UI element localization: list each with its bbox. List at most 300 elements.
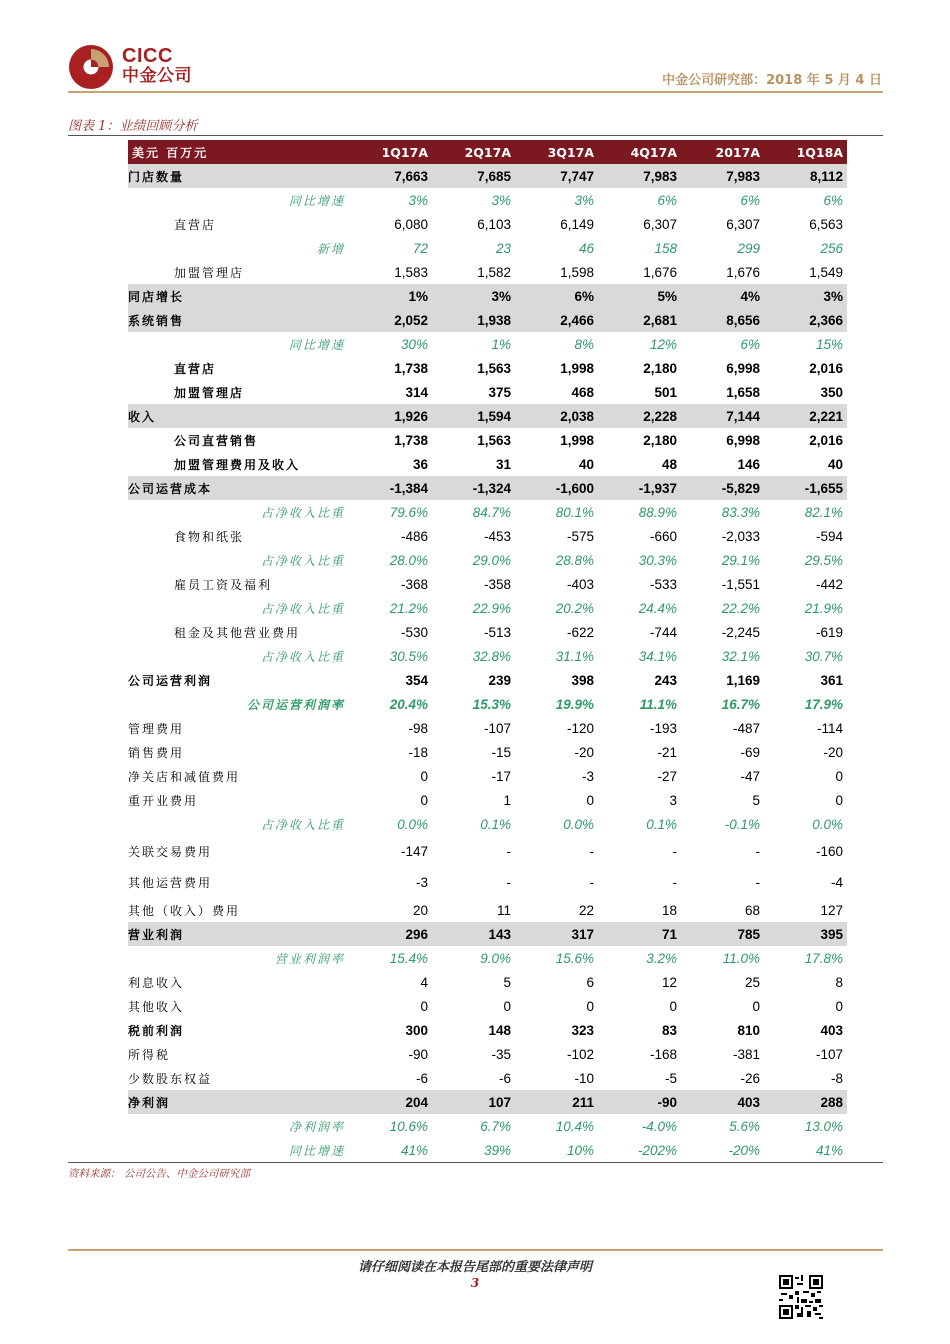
cell-value: 36 [412, 456, 428, 472]
cell-value: -20 [574, 744, 594, 760]
cell-value: 143 [432, 922, 515, 946]
cell-value: 22.9% [472, 600, 511, 616]
row-label: 公司直营销售 [174, 433, 259, 448]
cell-value: -90 [598, 1090, 681, 1114]
cell-value: 6,307 [643, 216, 677, 232]
header-period-4q17a: 4Q17A [598, 140, 681, 164]
cell-value: 84.7% [472, 504, 511, 520]
cell-value: 0.1% [480, 816, 511, 832]
cell-value: 0.1% [646, 816, 677, 832]
row-label: 同比增速 [288, 337, 345, 352]
cell-value: 0 [835, 998, 843, 1014]
table-row [128, 994, 847, 1018]
cell-value: -107 [815, 1046, 843, 1062]
cell-value: -5,829 [681, 476, 764, 500]
cell-value: -4 [830, 875, 843, 890]
table-row [128, 620, 847, 644]
row-label: 加盟管理店 [174, 385, 245, 400]
cell-value: 15.3% [472, 696, 511, 712]
cell-value: 30% [400, 336, 428, 352]
cell-value: 7,747 [515, 164, 598, 188]
cell-value: 3% [764, 284, 847, 308]
cell-value: 41% [400, 1142, 428, 1158]
table-row [128, 1114, 847, 1138]
table-row [128, 476, 847, 500]
cell-value: -622 [566, 624, 594, 640]
row-label: 新增 [316, 241, 345, 256]
cell-value: 1,738 [394, 360, 428, 376]
cell-value: -193 [649, 720, 677, 736]
cell-value: 6,998 [726, 360, 760, 376]
cell-value: 398 [571, 672, 594, 688]
cell-value: 1,998 [560, 432, 594, 448]
cell-value: -10 [574, 1070, 594, 1086]
cell-value: 22 [578, 902, 594, 918]
cell-value: -3 [581, 768, 594, 784]
cell-value: -35 [491, 1046, 511, 1062]
cell-value: 1,676 [643, 264, 677, 280]
cell-value: 6,998 [726, 432, 760, 448]
cell-value: 6,307 [726, 216, 760, 232]
row-label: 占净收入比重 [260, 817, 345, 832]
cell-value: 6.7% [480, 1118, 511, 1134]
table-row [128, 1066, 847, 1090]
cell-value: 1,676 [726, 264, 760, 280]
table-row [128, 548, 847, 572]
cell-value: 1,549 [809, 264, 843, 280]
table-row [128, 946, 847, 970]
cell-value: -2,033 [721, 528, 760, 544]
cell-value: -744 [649, 624, 677, 640]
cell-value: 3% [408, 192, 428, 208]
cell-value: 40 [578, 456, 594, 472]
cell-value: -8 [830, 1070, 843, 1086]
cell-value: -98 [408, 720, 428, 736]
cell-value: -107 [483, 720, 511, 736]
cell-value: 20.2% [555, 600, 594, 616]
cell-value: 317 [515, 922, 598, 946]
cell-value: -381 [732, 1046, 760, 1062]
row-label: 占净收入比重 [260, 505, 345, 520]
cell-value: -17 [491, 768, 511, 784]
cell-value: - [506, 875, 511, 890]
logo-text-en: CICC [122, 45, 173, 67]
cell-value: 6 [586, 974, 594, 990]
legal-notice: 请仔细阅读在本报告尾部的重要法律声明 [357, 1260, 592, 1275]
cell-value: -619 [815, 624, 843, 640]
table-row [128, 428, 847, 452]
cell-value: 243 [654, 672, 677, 688]
row-label: 系统销售 [128, 308, 349, 332]
cell-value: 41% [815, 1142, 843, 1158]
cell-value: 15.4% [389, 950, 428, 966]
cell-value: -20 [823, 744, 843, 760]
cell-value: -102 [566, 1046, 594, 1062]
header-date-dept: 中金公司研究部：2018 年 5 月 4 日 [662, 73, 882, 88]
cell-value: -1,384 [349, 476, 432, 500]
cell-value: 20.4% [389, 696, 428, 712]
cell-value: 2,180 [643, 360, 677, 376]
cell-value: 1,582 [477, 264, 511, 280]
cell-value: 2,038 [515, 404, 598, 428]
table-row [128, 500, 847, 524]
cell-value: 88.9% [638, 504, 677, 520]
cell-value: 12 [661, 974, 677, 990]
table-row [128, 788, 847, 812]
cell-value: 9.0% [480, 950, 511, 966]
cell-value: 29.0% [472, 552, 511, 568]
cell-value: 23 [495, 240, 511, 256]
row-label: 占净收入比重 [260, 553, 345, 568]
row-label: 利息收入 [128, 975, 185, 990]
cell-value: -47 [740, 768, 760, 784]
cell-value: -487 [732, 720, 760, 736]
cell-value: -90 [408, 1046, 428, 1062]
cell-value: -513 [483, 624, 511, 640]
cell-value: 83 [661, 1022, 677, 1038]
cell-value: 11 [496, 902, 511, 918]
cicc-logo-icon [68, 44, 114, 90]
cell-value: -26 [740, 1070, 760, 1086]
row-label: 其他收入 [128, 999, 185, 1014]
cell-value: 127 [820, 902, 843, 918]
cell-value: 6,149 [560, 216, 594, 232]
cell-value: 0 [586, 792, 594, 808]
cell-value: 6,103 [477, 216, 511, 232]
cell-value: -358 [483, 576, 511, 592]
table-row [128, 716, 847, 740]
cell-value: 0 [835, 792, 843, 808]
table-row [128, 212, 847, 236]
row-label: 同比增速 [288, 1143, 345, 1158]
cell-value: 5 [503, 974, 511, 990]
cell-value: 13.0% [804, 1118, 843, 1134]
cell-value: 7,144 [681, 404, 764, 428]
cell-value: 46 [578, 240, 594, 256]
cell-value: 299 [737, 240, 760, 256]
row-label: 公司运营利润率 [246, 697, 345, 712]
table-row [128, 284, 847, 308]
table-row [128, 188, 847, 212]
row-label: 管理费用 [128, 721, 185, 736]
table-row [128, 1138, 847, 1162]
page-number: 3 [470, 1276, 480, 1290]
cell-value: 0.0% [812, 816, 843, 832]
cell-value: -69 [740, 744, 760, 760]
table-row [128, 644, 847, 668]
cell-value: 288 [764, 1090, 847, 1114]
cell-value: -1,655 [764, 476, 847, 500]
cell-value: 29.1% [721, 552, 760, 568]
cell-value: - [506, 844, 511, 859]
cell-value: -168 [649, 1046, 677, 1062]
header-period-1q17a: 1Q17A [349, 140, 432, 164]
cell-value: 22.2% [721, 600, 760, 616]
caption-divider [68, 135, 883, 136]
cell-value: 10.6% [389, 1118, 428, 1134]
cell-value: 0 [420, 998, 428, 1014]
cell-value: 403 [681, 1090, 764, 1114]
row-label: 重开业费用 [128, 793, 199, 808]
table-row [128, 668, 847, 692]
cell-value: 204 [349, 1090, 432, 1114]
cell-value: 1 [503, 792, 511, 808]
cell-value: 0 [752, 998, 760, 1014]
cell-value: 1,998 [560, 360, 594, 376]
cell-value: 39% [483, 1142, 511, 1158]
cell-value: -403 [566, 576, 594, 592]
cell-value: -1,324 [432, 476, 515, 500]
cell-value: 16.7% [721, 696, 760, 712]
cell-value: 350 [820, 384, 843, 400]
table-row [128, 404, 847, 428]
cell-value: 11.1% [639, 696, 677, 712]
cell-value: 8% [574, 336, 594, 352]
cell-value: 4% [681, 284, 764, 308]
header-divider [68, 91, 883, 93]
cell-value: - [755, 875, 760, 890]
cell-value: 80.1% [555, 504, 594, 520]
source-note: 资料来源： 公司公告、中金公司研究部 [68, 1168, 250, 1180]
cell-value: 8,112 [764, 164, 847, 188]
table-body [128, 164, 847, 1162]
cell-value: - [755, 844, 760, 859]
cell-value: 146 [737, 456, 760, 472]
cell-value: 40 [827, 456, 843, 472]
cell-value: 5.6% [729, 1118, 760, 1134]
cell-value: 21.9% [804, 600, 843, 616]
cell-value: 2,052 [349, 308, 432, 332]
cell-value: 5 [752, 792, 760, 808]
cell-value: 2,180 [643, 432, 677, 448]
cell-value: 468 [571, 384, 594, 400]
cell-value: -114 [816, 720, 843, 736]
cell-value: 0 [420, 768, 428, 784]
cell-value: 83.3% [721, 504, 760, 520]
table-row [128, 380, 847, 404]
performance-review-table [128, 140, 847, 1162]
cell-value: 1,563 [477, 432, 511, 448]
cell-value: 1,598 [560, 264, 594, 280]
cell-value: 1% [491, 336, 511, 352]
table-row [128, 764, 847, 788]
logo-text-cn: 中金公司 [122, 66, 192, 86]
cell-value: 0 [503, 998, 511, 1014]
table-row [128, 308, 847, 332]
cell-value: 1,583 [394, 264, 428, 280]
cell-value: 20 [412, 902, 428, 918]
cell-value: 72 [412, 240, 428, 256]
cell-value: 2,016 [809, 432, 843, 448]
header-unit-label: 美元 百万元 [128, 140, 349, 164]
cell-value: -5 [664, 1070, 677, 1086]
cell-value: 8,656 [681, 308, 764, 332]
table-row [128, 260, 847, 284]
table-row [128, 356, 847, 380]
cell-value: -4.0% [641, 1118, 677, 1134]
cell-value: -453 [483, 528, 511, 544]
cell-value: 10% [566, 1142, 594, 1158]
header-period-1q18a: 1Q18A [764, 140, 847, 164]
cell-value: -20% [728, 1142, 760, 1158]
cell-value: -6 [498, 1070, 511, 1086]
table-row [128, 524, 847, 548]
cell-value: -486 [400, 528, 428, 544]
table-row [128, 236, 847, 260]
cell-value: - [589, 875, 594, 890]
row-label: 加盟管理费用及收入 [174, 457, 301, 472]
cell-value: 1,594 [432, 404, 515, 428]
cell-value: 11.0% [722, 950, 760, 966]
row-label: 雇员工资及福利 [174, 577, 273, 592]
cell-value: 6% [515, 284, 598, 308]
cell-value: 403 [820, 1022, 843, 1038]
cell-value: 361 [820, 672, 843, 688]
cell-value: 17.8% [804, 950, 843, 966]
row-label: 租金及其他营业费用 [174, 625, 301, 640]
cell-value: 5% [598, 284, 681, 308]
table-row [128, 164, 847, 188]
cell-value: 354 [405, 672, 428, 688]
table-row [128, 740, 847, 764]
cell-value: 375 [488, 384, 511, 400]
cell-value: 256 [820, 240, 843, 256]
table-header-row [128, 140, 847, 164]
cell-value: 12% [649, 336, 677, 352]
cell-value: 30.5% [389, 648, 428, 664]
cell-value: 0 [586, 998, 594, 1014]
cell-value: 3% [574, 192, 594, 208]
table-row [128, 452, 847, 476]
cell-value: -27 [657, 768, 677, 784]
table-row [128, 1018, 847, 1042]
table-row [128, 970, 847, 994]
cell-value: 34.1% [638, 648, 677, 664]
cell-value: 810 [737, 1022, 760, 1038]
cell-value: 2,221 [764, 404, 847, 428]
cell-value: -120 [566, 720, 594, 736]
row-label: 食物和纸张 [174, 529, 245, 544]
qr-code-icon [779, 1275, 823, 1319]
row-label: 营业利润率 [274, 951, 345, 966]
cell-value: 29.5% [804, 552, 843, 568]
cell-value: -2,245 [721, 624, 760, 640]
table-bottom-divider [68, 1162, 883, 1163]
cell-value: 395 [764, 922, 847, 946]
cell-value: -18 [408, 744, 428, 760]
cell-value: -15 [491, 744, 511, 760]
cell-value: -202% [637, 1142, 677, 1158]
cell-value: 3% [432, 284, 515, 308]
cell-value: 17.9% [804, 696, 843, 712]
row-label: 同店增长 [128, 284, 349, 308]
cell-value: 3.2% [646, 950, 677, 966]
cell-value: 79.6% [389, 504, 428, 520]
cell-value: 68 [744, 902, 760, 918]
cell-value: 211 [515, 1090, 598, 1114]
cell-value: 7,685 [432, 164, 515, 188]
cell-value: 48 [661, 456, 677, 472]
header-period-2017a: 2017A [681, 140, 764, 164]
cell-value: 28.8% [555, 552, 594, 568]
cell-value: 239 [488, 672, 511, 688]
cell-value: 82.1% [804, 504, 843, 520]
cell-value: -533 [649, 576, 677, 592]
cell-value: 30.7% [804, 648, 843, 664]
cell-value: 6,563 [809, 216, 843, 232]
cell-value: 6% [657, 192, 677, 208]
cell-value: -21 [657, 744, 677, 760]
cell-value: 2,016 [809, 360, 843, 376]
cell-value: 7,663 [349, 164, 432, 188]
cell-value: 107 [432, 1090, 515, 1114]
cell-value: 7,983 [681, 164, 764, 188]
row-label: 占净收入比重 [260, 649, 345, 664]
cell-value: 148 [488, 1022, 511, 1038]
footer-divider [68, 1249, 883, 1251]
cell-value: -6 [415, 1070, 428, 1086]
cell-value: 6% [740, 192, 760, 208]
cell-value: 15.6% [555, 950, 594, 966]
cell-value: 1,658 [726, 384, 760, 400]
cell-value: -147 [400, 844, 428, 859]
cell-value: 1% [349, 284, 432, 308]
header-period-2q17a: 2Q17A [432, 140, 515, 164]
row-label: 关联交易费用 [128, 845, 213, 859]
cell-value: 158 [654, 240, 677, 256]
cell-value: -575 [566, 528, 594, 544]
cell-value: -594 [815, 528, 843, 544]
table-row [128, 836, 847, 867]
cell-value: 0.0% [397, 816, 428, 832]
cell-value: 18 [661, 902, 677, 918]
row-label: 销售费用 [128, 745, 185, 760]
row-label: 门店数量 [128, 164, 349, 188]
row-label: 直营店 [174, 217, 217, 232]
row-label: 公司运营成本 [128, 476, 349, 500]
cell-value: 300 [405, 1022, 428, 1038]
cell-value: -368 [400, 576, 428, 592]
cell-value: 2,681 [598, 308, 681, 332]
row-label: 所得税 [128, 1047, 171, 1062]
cell-value: -3 [415, 875, 428, 890]
row-label: 税前利润 [128, 1023, 185, 1038]
row-label: 净关店和减值费用 [128, 769, 241, 784]
row-label: 其他运营费用 [128, 876, 213, 890]
cell-value: 2,466 [515, 308, 598, 332]
cell-value: 1,738 [394, 432, 428, 448]
row-label: 直营店 [174, 361, 217, 376]
figure-caption: 图表 1：业绩回顾分析 [68, 119, 198, 134]
table-row [128, 1042, 847, 1066]
cell-value: 0 [669, 998, 677, 1014]
cell-value: 32.8% [472, 648, 511, 664]
cell-value: 1,938 [432, 308, 515, 332]
row-label: 净利润率 [288, 1119, 345, 1134]
cell-value: 2,228 [598, 404, 681, 428]
cell-value: 323 [571, 1022, 594, 1038]
table-row [128, 596, 847, 620]
cell-value: 296 [349, 922, 432, 946]
table-row [128, 332, 847, 356]
cell-value: 7,983 [598, 164, 681, 188]
cell-value: 785 [681, 922, 764, 946]
cell-value: -1,551 [721, 576, 760, 592]
cell-value: -1,937 [598, 476, 681, 500]
cell-value: 0 [835, 768, 843, 784]
cell-value: -160 [815, 844, 843, 859]
cell-value: 0 [420, 792, 428, 808]
